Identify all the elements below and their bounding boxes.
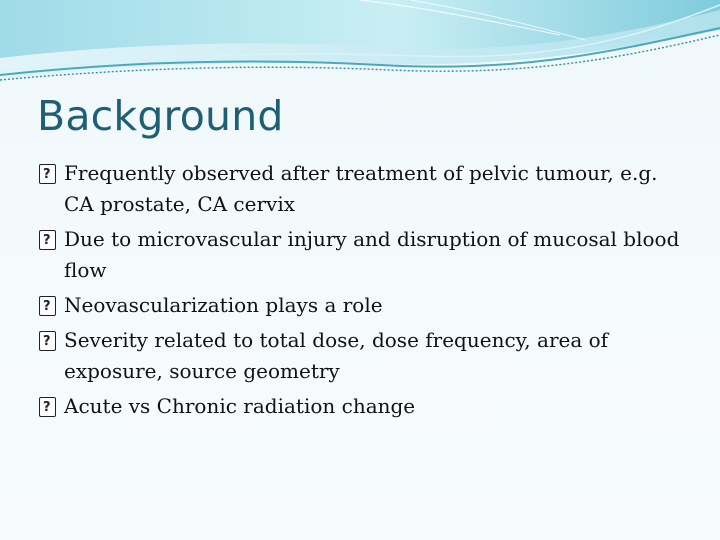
missing-glyph-bullet-icon <box>39 230 56 250</box>
missing-glyph-bullet-icon <box>39 164 56 184</box>
list-item <box>36 290 686 321</box>
missing-glyph-bullet-icon <box>39 296 56 316</box>
bullet-text: Severity related to total dose, dose frequency, area of exposure, source geometry <box>64 328 609 383</box>
bullet-list <box>36 158 686 426</box>
missing-glyph-bullet-icon <box>39 331 56 351</box>
bullet-text: Due to microvascular injury and disruption of mucosal blood flow <box>64 227 680 282</box>
bullet-text: Neovascularization plays a role <box>64 293 383 317</box>
list-item <box>36 158 686 220</box>
missing-glyph-bullet-icon <box>39 397 56 417</box>
list-item <box>36 325 686 387</box>
header-wave-decoration <box>0 0 720 90</box>
bullet-text: Acute vs Chronic radiation change <box>64 394 416 418</box>
bullet-text: Frequently observed after treatment of pelvic tumour, e.g. CA prostate, CA cervix <box>64 161 658 216</box>
page-title: Background <box>37 92 284 140</box>
list-item <box>36 391 686 422</box>
list-item <box>36 224 686 286</box>
